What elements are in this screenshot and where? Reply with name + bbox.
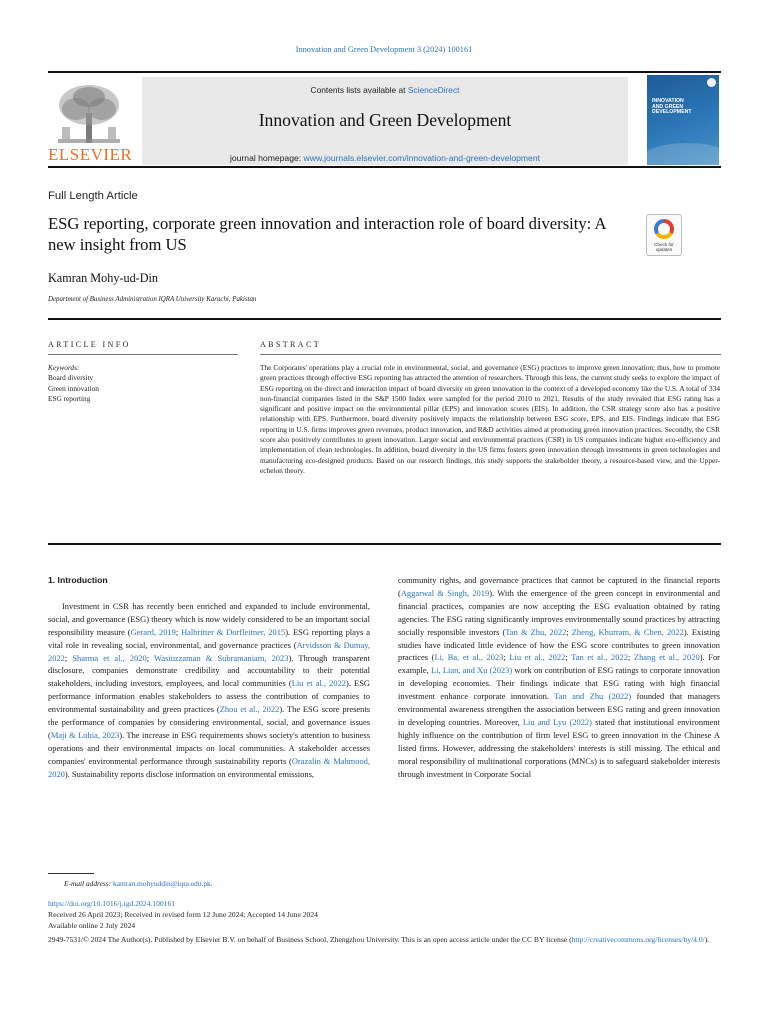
- citation-link[interactable]: Zheng, Khurram, & Chen, 2022: [571, 626, 684, 637]
- elsevier-tree-icon: [54, 83, 124, 147]
- citation-link[interactable]: Halbritter & Dorfleitner, 2015: [181, 626, 286, 637]
- elsevier-wordmark: ELSEVIER: [48, 145, 133, 164]
- citation-link[interactable]: Maji & Lohia, 2023: [50, 729, 120, 740]
- citation-link[interactable]: Tan et al., 2022: [571, 652, 628, 663]
- keyword-item[interactable]: Board diversity: [48, 373, 94, 383]
- contents-prefix: Contents lists available at: [310, 85, 408, 95]
- corresponding-email: E-mail address: kamran.mohyuddin@iqra.edu.pk.: [64, 879, 213, 888]
- keyword-item[interactable]: Green innovation: [48, 383, 99, 393]
- available-online: Available online 2 July 2024: [48, 921, 136, 930]
- cover-badge-icon: [707, 78, 716, 87]
- body-column-left: [48, 574, 370, 781]
- article-info-rule: [48, 354, 238, 355]
- citation-link[interactable]: Liu et al., 2022: [291, 678, 347, 689]
- author-affiliation: Department of Business Administration IQRA University Karachi, Pakistan: [48, 296, 257, 303]
- citation-link[interactable]: Aggarwal & Singh, 2019: [400, 587, 490, 598]
- journal-cover-thumbnail[interactable]: [647, 75, 719, 165]
- check-updates-label: Check for updates: [654, 242, 674, 252]
- article-type: Full Length Article: [48, 190, 138, 202]
- citation-link[interactable]: Gerard, 2019: [130, 626, 176, 637]
- body-column-right: [398, 574, 720, 781]
- cover-decoration: [647, 143, 719, 165]
- abstract-heading: ABSTRACT: [260, 340, 321, 349]
- intro-paragraph-right: community rights, and governance practices that cannot be captured in the financial reports (Aggarwal & Singh, 2019). With the emergence of the green concept in environmental and financial practices, companies are now accepting the ESG evaluation obtained by rating agencies. The ESG rating significantly improves environmentally sound practices by attracting socially responsible investors (Tan & Zhu, 2022; Zheng, Khurram, & Chen, 2022). Existing studies have indicated little evidence of how the ESG score contributes to green innovation practices (Li, Ba, et al., 2023; Liu et al., 2022; Tan et al., 2022; Zhang et al., 2020). For example, Li, Lian, and Xu (2023) work on contribution of ESG ratings to corporate innovation in developing economies. Their findings indicate that ESG rating with high financial investment enhance corporate innovation. Tan and Zhu (2022) founded that managers environmental awareness strengthen the association between ESG rating and green innovation in developing countries. Moreover, Liu and Lyu (2022) stated that institutional environment highly influence on the contribution of firm level ESG to green innovation in the Chinese A listed firms. However, addressing the stakeholders' interests is still missing. The ethical and moral responsibility of multinational corporations (MNCs) is to safeguard stakeholder interests through investment in Corporate Social: [398, 575, 721, 779]
- sciencedirect-link[interactable]: ScienceDirect: [407, 85, 460, 95]
- footnote-rule: [48, 873, 94, 874]
- keywords-block: [48, 363, 99, 405]
- header-divider: [48, 166, 721, 168]
- journal-title: Innovation and Green Development: [258, 110, 512, 130]
- citation-link[interactable]: Arvidsson & Dumay, 2022: [48, 639, 370, 663]
- check-updates-icon: [654, 219, 674, 239]
- section-heading-introduction: 1. Introduction: [48, 575, 108, 585]
- journal-header: [48, 71, 721, 165]
- abstract-rule: [260, 354, 721, 355]
- abstract-bottom-divider: [48, 543, 721, 545]
- citation-link[interactable]: Liu et al., 2022: [509, 652, 566, 663]
- citation-link[interactable]: Tan & Zhu, 2022: [505, 626, 567, 637]
- email-label: E-mail address:: [64, 879, 112, 888]
- homepage-link[interactable]: www.journals.elsevier.com/innovation-and-green-development: [303, 153, 541, 163]
- abstract-text: The Corporates' operations play a crucial role in environmental, social, and governance (ESG) practices to improve green innovation; thus, how to promote green practices through effective ESG reporting has attracted the attention of researchers. Through this lens, the current study seeks to explore the impact of ESG reporting on the direct and interaction impact of board diversity on green innovation in the context of a developed economy like the U.S. A total of 334 non-financial companies listed in the S&P 1500 Index were sampled for the period 2010 to 2021. Results of the study revealed that ESG rating has a significant and positive impact on the environmental pillar (EPS) and innovation scores (EIS). In addition, the CSR strategy score also has a positive relationship with EPS. Furthermore, board diversity positively impacts the relationship between ESG score, EPS, and EIS. Findings indicate that ESG reporting in U.S. firms improves green revenues, product innovation, and R&D activities aimed at promoting green innovation practices. Secondly, the CSR score also positively contributes to green innovation. Larger social and environmental practices (CSR) in US companies indicate higher eco-efficiency and implementation of clean technologies. In addition, board diversity in the US firms fosters green innovation through investments in green technologies and manufacturing eco-designed products. Based on our research findings, this study supports the stakeholder theory, a resource-based view, and the Upper-echelon theory.: [260, 363, 720, 475]
- intro-paragraph-left: Investment in CSR has recently been enriched and expanded to include environmental, social, and governance (ESG) theory which is now widely considered to be an important social responsibility measure (Gerard, 2019; Halbritter & Dorfleitner, 2015). ESG reporting plays a vital role in revealing social, environmental, and governance practices (Arvidsson & Dumay, 2022; Sharma et al., 2020; Wasiuzzaman & Subramaniam, 2023). Through transparent disclosure, companies demonstrate credibility and accountability to their potential stakeholders, including investors, employees, and local communities (Liu et al., 2022). ESG performance information enables stakeholders to assess the contribution of companies to environmental sustainability and green practices (Zhou et al., 2022). The ESG score presents the performance of companies by considering environmental, social, and governance issues (Maji & Lohia, 2023). The increase in ESG requirements shows society's attention to business operations and their environmental impacts on local communities. A stakeholder accesses companies' environmental performance through sustainability reports (Orazalin & Mahmood, 2020). Sustainability reports disclose information on environmental emissions,: [48, 600, 371, 779]
- citation-link[interactable]: Li, Ba, et al., 2023: [434, 652, 504, 663]
- received-dates: Received 26 April 2023; Received in revised form 12 June 2024; Accepted 14 June 2024: [48, 910, 318, 919]
- author-name[interactable]: Kamran Mohy-ud-Din: [48, 271, 159, 285]
- license-notice: 2949-7531/© 2024 The Author(s). Published by Elsevier B.V. on behalf of Business School, Zhengzhou University. This is an open access article under the CC BY license (http://creativecommons.org/licenses/by/4.0/).: [48, 935, 710, 944]
- journal-homepage: [142, 153, 628, 163]
- citation-link[interactable]: Wasiuzzaman & Subramaniam, 2023: [154, 652, 289, 663]
- journal-banner: [142, 77, 628, 165]
- keyword-item[interactable]: ESG reporting: [48, 394, 91, 404]
- license-link[interactable]: http://creativecommons.org/licenses/by/4.0/: [571, 935, 705, 944]
- meta-divider: [48, 318, 721, 320]
- homepage-label: journal homepage:: [229, 153, 304, 163]
- citation-link[interactable]: Li, Lian, and Xu (2023): [430, 665, 513, 676]
- elsevier-logo[interactable]: [48, 79, 133, 165]
- citation-link[interactable]: Sharma et al., 2020: [72, 652, 147, 663]
- journal-citation-link[interactable]: Innovation and Green Development 3 (2024) 100161: [295, 45, 473, 54]
- citation-link[interactable]: Orazalin & Mahmood, 2020: [48, 755, 371, 779]
- citation-link[interactable]: Zhang et al., 2020: [633, 652, 700, 663]
- citation-link[interactable]: Zhou et al., 2022: [219, 704, 280, 715]
- email-link[interactable]: kamran.mohyuddin@iqra.edu.pk: [113, 879, 211, 888]
- cover-title: INNOVATION AND GREEN DEVELOPMENT: [652, 98, 692, 116]
- doi-link[interactable]: https://doi.org/10.1016/j.igd.2024.100161: [48, 899, 176, 908]
- check-for-updates-button[interactable]: [646, 214, 682, 256]
- keywords-label: Keywords:: [48, 363, 80, 372]
- article-title: ESG reporting, corporate green innovation and interaction role of board diversity: A new insight from US: [48, 214, 606, 254]
- citation-link[interactable]: Liu and Lyu (2022): [522, 716, 592, 727]
- contents-line: [142, 85, 628, 95]
- article-info-heading: ARTICLE INFO: [48, 340, 131, 349]
- citation-link[interactable]: Tan and Zhu (2022): [554, 691, 632, 702]
